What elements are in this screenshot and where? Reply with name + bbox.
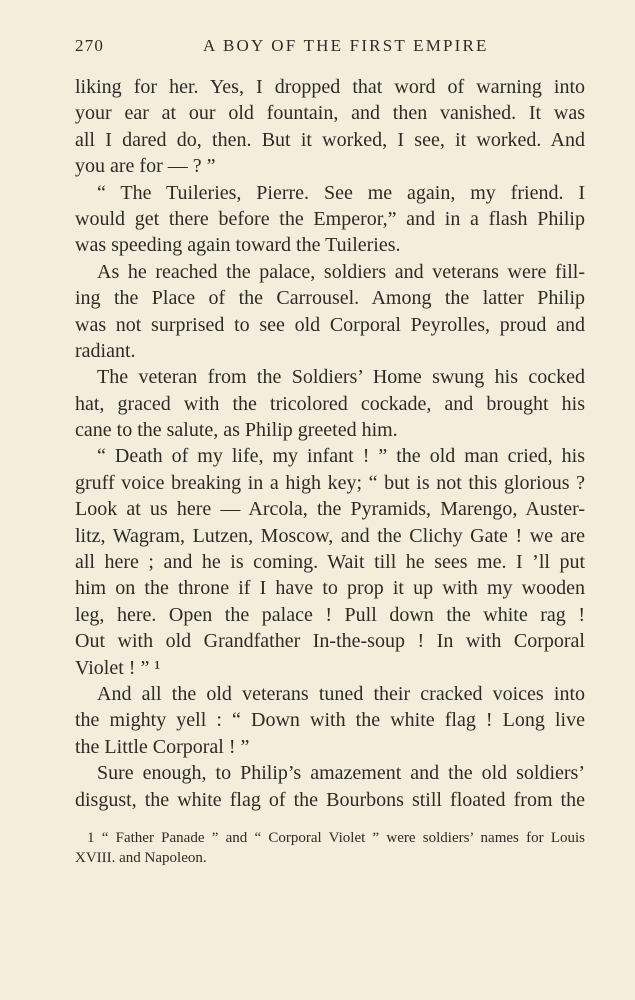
book-title: A BOY OF THE FIRST EMPIRE bbox=[203, 36, 489, 55]
text-line: all here ; and he is coming. Wait till he sees me. I ’ll put bbox=[75, 551, 585, 574]
text-line: leg, here. Open the palace ! Pull down the white rag ! bbox=[75, 603, 585, 626]
text-line: litz, Wagram, Lutzen, Moscow, and the Clichy Gate ! we are bbox=[75, 524, 585, 547]
text-line: “ Death of my life, my infant ! ” the old man cried, his bbox=[97, 445, 585, 468]
text-line: was speeding again toward the Tuileries. bbox=[75, 234, 401, 257]
text-line: The veteran from the Soldiers’ Home swung his cocked bbox=[97, 366, 585, 389]
text-line: all I dared do, then. But it worked, I see, it worked. And bbox=[75, 128, 585, 151]
text-line: was not surprised to see old Corporal Peyrolles, proud and bbox=[75, 313, 585, 336]
footnote-line: 1 “ Father Panade ” and “ Corporal Violet ” were soldiers’ names for Louis bbox=[87, 830, 585, 846]
text-line: Violet ! ” ¹ bbox=[75, 656, 161, 679]
footnote-line: XVIII. and Napoleon. bbox=[75, 850, 207, 866]
text-line: would get there before the Emperor,” and in a flash Philip bbox=[75, 207, 585, 230]
text-line: radiant. bbox=[75, 339, 136, 362]
text-line: Look at us here — Arcola, the Pyramids, Marengo, Auster- bbox=[75, 498, 585, 521]
text-line: liking for her. Yes, I dropped that word of warning into bbox=[75, 76, 585, 98]
text-line: him on the throne if I have to prop it up with my wooden bbox=[75, 577, 585, 600]
text-line: gruff voice breaking in a high key; “ but is not this glorious ? bbox=[75, 471, 585, 494]
text-line: ing the Place of the Carrousel. Among the latter Philip bbox=[75, 287, 585, 310]
text-line: disgust, the white flag of the Bourbons still floated from the bbox=[75, 788, 585, 811]
text-line: cane to the salute, as Philip greeted him. bbox=[75, 419, 398, 442]
page-number: 270 bbox=[75, 36, 105, 55]
text-line: As he reached the palace, soldiers and veterans were fill- bbox=[97, 260, 585, 283]
footnote bbox=[75, 828, 585, 868]
text-line: the Little Corporal ! ” bbox=[75, 735, 250, 758]
text-line: “ The Tuileries, Pierre. See me again, my friend. I bbox=[97, 181, 585, 204]
text-line: Sure enough, to Philip’s amazement and the old soldiers’ bbox=[97, 762, 585, 785]
text-line: hat, graced with the tricolored cockade, and brought his bbox=[75, 392, 585, 415]
text-line: your ear at our old fountain, and then vanished. It was bbox=[75, 102, 585, 125]
text-line: you are for — ? ” bbox=[75, 155, 216, 178]
body-text bbox=[75, 74, 585, 813]
running-head bbox=[75, 30, 585, 60]
text-line: Out with old Grandfather In-the-soup ! In with Corporal bbox=[75, 630, 585, 653]
text-line: the mighty yell : “ Down with the white flag ! Long live bbox=[75, 709, 585, 732]
text-line: And all the old veterans tuned their cracked voices into bbox=[97, 682, 585, 705]
